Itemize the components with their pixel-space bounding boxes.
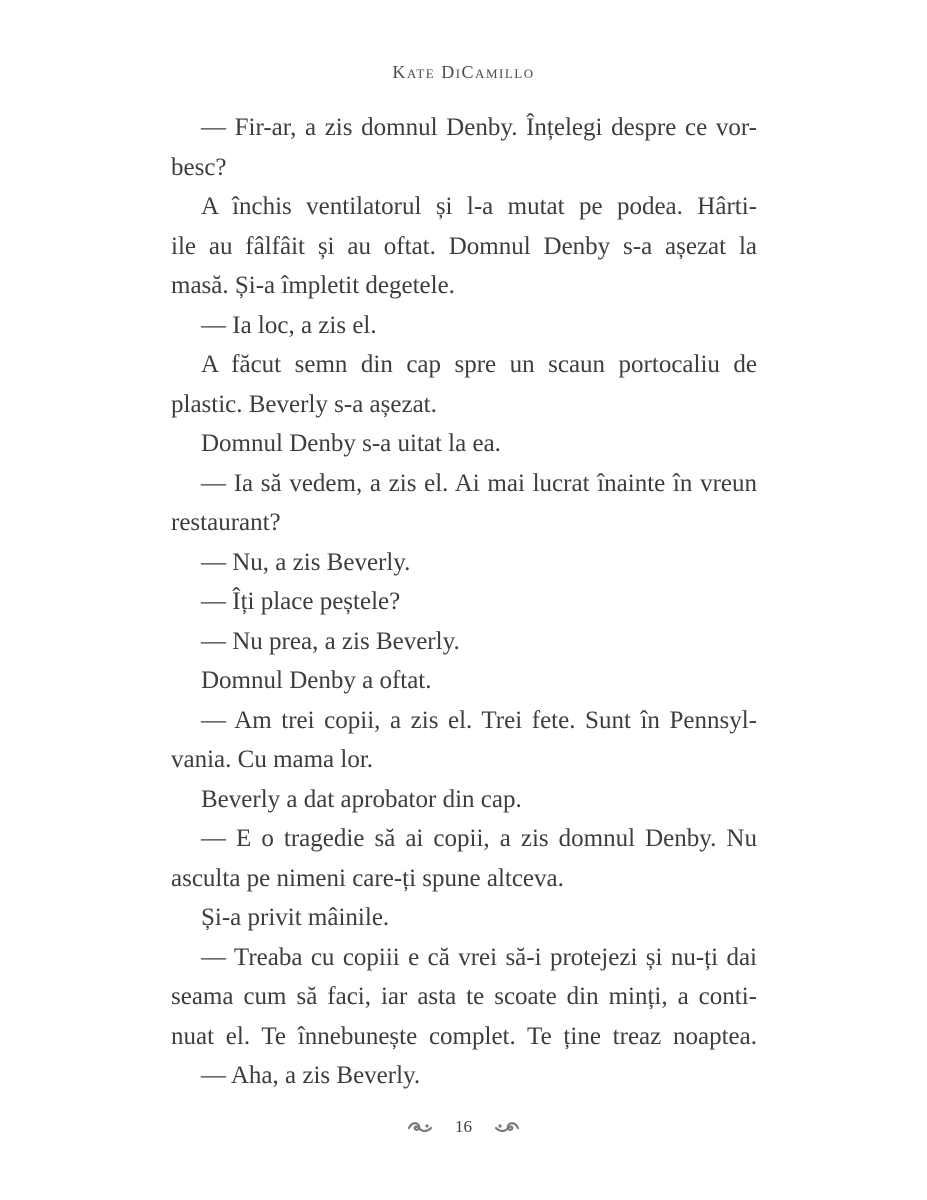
text-line: Domnul Denby a oftat. [201,667,432,694]
text-line: asculta pe nimeni care-ți spune altceva. [171,864,564,892]
body-text [171,108,757,1096]
text-line: plastic. Beverly s-a așezat. [171,390,437,418]
text-line: — Treaba cu copiii e că vrei să-i protejezi și nu-ți dai [201,943,757,971]
text-line: — Nu, a zis Beverly. [201,548,411,576]
text-line: — Îți place peștele? [201,588,401,615]
fleuron-right-icon [494,1119,520,1135]
text-line: — Ia să vedem, a zis el. Ai mai lucrat înainte în vreun [201,469,757,497]
text-line: — Am trei copii, a zis el. Trei fete. Sunt în Pennsyl- [201,706,757,734]
text-line: — E o tragedie să ai copii, a zis domnul Denby. Nu [201,825,757,852]
text-line: seama cum să faci, iar asta te scoate din minți, a conti- [171,983,757,1010]
text-line: A închis ventilatorul și l-a mutat pe podea. Hârti- [201,193,757,220]
page-number: 16 [455,1117,472,1136]
running-head: Kate DiCamillo [392,62,535,82]
text-line: besc? [171,153,227,181]
text-line: Domnul Denby s-a uitat la ea. [201,430,501,457]
text-line: A făcut semn din cap spre un scaun portocaliu de [201,351,757,378]
text-line: Și-a privit mâinile. [201,904,390,931]
text-line: — Ia loc, a zis el. [201,311,377,339]
text-line: Beverly a dat aprobator din cap. [201,785,522,813]
page-footer [0,1117,927,1137]
text-line: — Aha, a zis Beverly. [201,1062,421,1089]
fleuron-left-icon [407,1119,433,1135]
text-line: vania. Cu mama lor. [171,746,374,773]
text-line: ile au fâlfâit și au oftat. Domnul Denby s-a așezat la [171,232,757,260]
text-line: — Nu prea, a zis Beverly. [201,627,460,655]
text-line: nuat el. Te înnebunește complet. Te ține treaz noaptea. [171,1022,757,1050]
text-line: masă. Și-a împletit degetele. [171,272,455,299]
text-line: — Fir-ar, a zis domnul Denby. Înțelegi despre ce vor- [201,114,757,141]
text-line: restaurant? [171,509,281,536]
